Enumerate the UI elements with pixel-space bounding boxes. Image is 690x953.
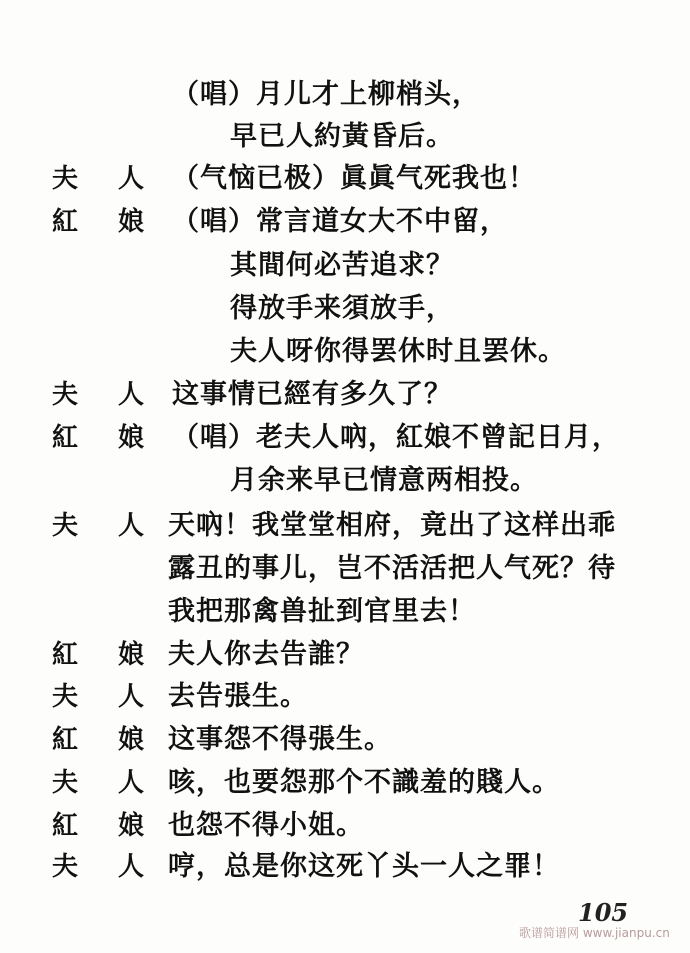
- script-line: 哼，总是你这死丫头一人之罪！: [168, 851, 560, 882]
- speaker-name: 夫: [52, 380, 79, 410]
- speaker-name: 娘: [118, 811, 145, 841]
- script-line: （唱）月儿才上柳梢头，: [172, 79, 480, 110]
- speaker-name: 人: [118, 682, 145, 712]
- script-line: 咳，也要怨那个不識羞的賤人。: [168, 767, 560, 798]
- watermark: 歌谱简谱网 www.jianpu.cn: [519, 926, 670, 940]
- speaker-name: 人: [118, 768, 145, 798]
- script-line: 去告張生。: [168, 681, 308, 712]
- speaker-name: 娘: [118, 640, 145, 670]
- script-line: 天吶！我堂堂相府，竟出了这样出乖: [168, 510, 616, 541]
- speaker-name: 紅: [52, 725, 79, 755]
- script-line: 夫人你去告誰？: [168, 639, 364, 670]
- script-line: 露丑的事儿，岂不活活把人气死？待: [168, 553, 616, 584]
- speaker-name: 夫: [52, 164, 79, 194]
- script-line: 我把那禽兽扯到官里去！: [168, 596, 476, 627]
- speaker-name: 夫: [52, 852, 79, 882]
- script-line: （唱）老夫人吶，紅娘不曾記日月，: [172, 422, 620, 453]
- speaker-name: 紅: [52, 423, 79, 453]
- speaker-name: 人: [118, 164, 145, 194]
- script-line: （唱）常言道女大不中留，: [172, 206, 508, 237]
- speaker-name: 夫: [52, 511, 79, 541]
- page-number: 105: [578, 898, 629, 927]
- script-line: 得放手来須放手，: [230, 293, 454, 324]
- speaker-name: 娘: [118, 207, 145, 237]
- script-line: 早已人約黃昏后。: [230, 121, 454, 152]
- speaker-name: 娘: [118, 423, 145, 453]
- speaker-name: 紅: [52, 811, 79, 841]
- speaker-name: 紅: [52, 207, 79, 237]
- script-line: 其間何必苦追求？: [230, 250, 454, 281]
- script-line: 这事情已經有多久了？: [172, 379, 452, 410]
- speaker-name: 娘: [118, 725, 145, 755]
- speaker-name: 紅: [52, 640, 79, 670]
- script-line: 也怨不得小姐。: [168, 810, 364, 841]
- script-line: （气恼已极）眞眞气死我也！: [172, 163, 536, 194]
- script-line: 月余来早已情意两相投。: [230, 465, 538, 496]
- speaker-name: 夫: [52, 682, 79, 712]
- speaker-name: 人: [118, 852, 145, 882]
- script-line: 夫人呀你得罢休时且罢休。: [230, 336, 566, 367]
- speaker-name: 夫: [52, 768, 79, 798]
- script-line: 这事怨不得張生。: [168, 724, 392, 755]
- speaker-name: 人: [118, 380, 145, 410]
- speaker-name: 人: [118, 511, 145, 541]
